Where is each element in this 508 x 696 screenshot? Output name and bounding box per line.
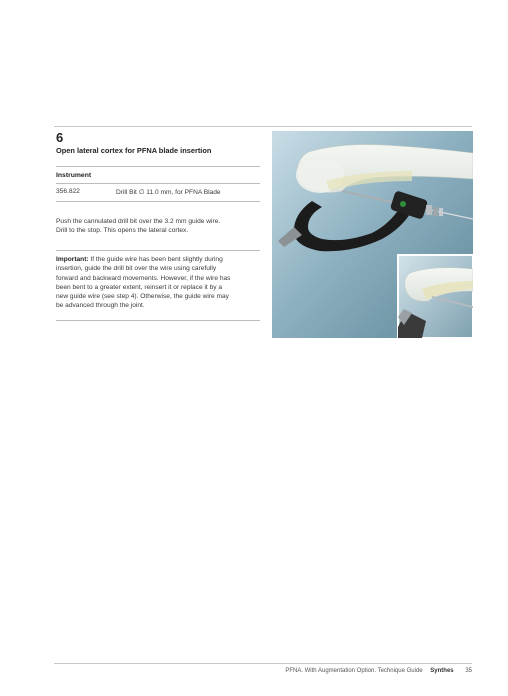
paragraph-line: Push the cannulated drill bit over the 3.2 mm guide wire. [56,218,221,225]
surgical-illustration [272,131,473,338]
footer-brand: Synthes [430,668,454,674]
paragraph-line [56,255,260,264]
instruction-paragraph [56,217,260,236]
paragraph-line: Drill to the stop. This opens the lateral cortex. [56,227,189,235]
important-bottom-rule [56,320,260,321]
instrument-table [56,166,260,202]
paragraph-line: been bent to a greater extent, reinsert it or replace it by a [56,283,223,291]
instrument-code: 356.822 [56,188,80,195]
paragraph-line: insertion, guide the drill bit over the wire using carefully [56,265,217,273]
top-divider [54,126,472,127]
important-top-rule [56,250,260,251]
lock-nut [433,207,438,216]
important-text: If the guide wire has been bent slightly during [88,256,223,263]
instrument-description: Drill Bit ∅ 11.0 mm, for PFNA Blade [116,189,221,196]
paragraph-line: be advanced through the joint. [56,302,145,310]
step-number: 6 [56,130,64,145]
instrument-heading: Instrument [56,172,92,179]
lock-nut [439,208,443,216]
illustration-svg [272,131,473,338]
paragraph-line: new guide wire (see step 4). Otherwise, the guide wire may [56,293,229,301]
green-marker-icon [400,201,406,207]
lock-nut [426,205,432,215]
footer-divider [54,663,472,664]
important-note [56,255,260,311]
paragraph-line: forward and backward movements. However, if the wire has [56,274,231,282]
table-bottom-rule [56,201,260,202]
important-label: Important: [56,256,89,263]
footer-text: PFNA. With Augmentation Option. Technique Guide [285,668,423,674]
table-row [56,184,260,201]
page-number: 35 [465,668,472,674]
page-footer [285,668,472,674]
step-title: Open lateral cortex for PFNA blade insertion [56,146,212,155]
